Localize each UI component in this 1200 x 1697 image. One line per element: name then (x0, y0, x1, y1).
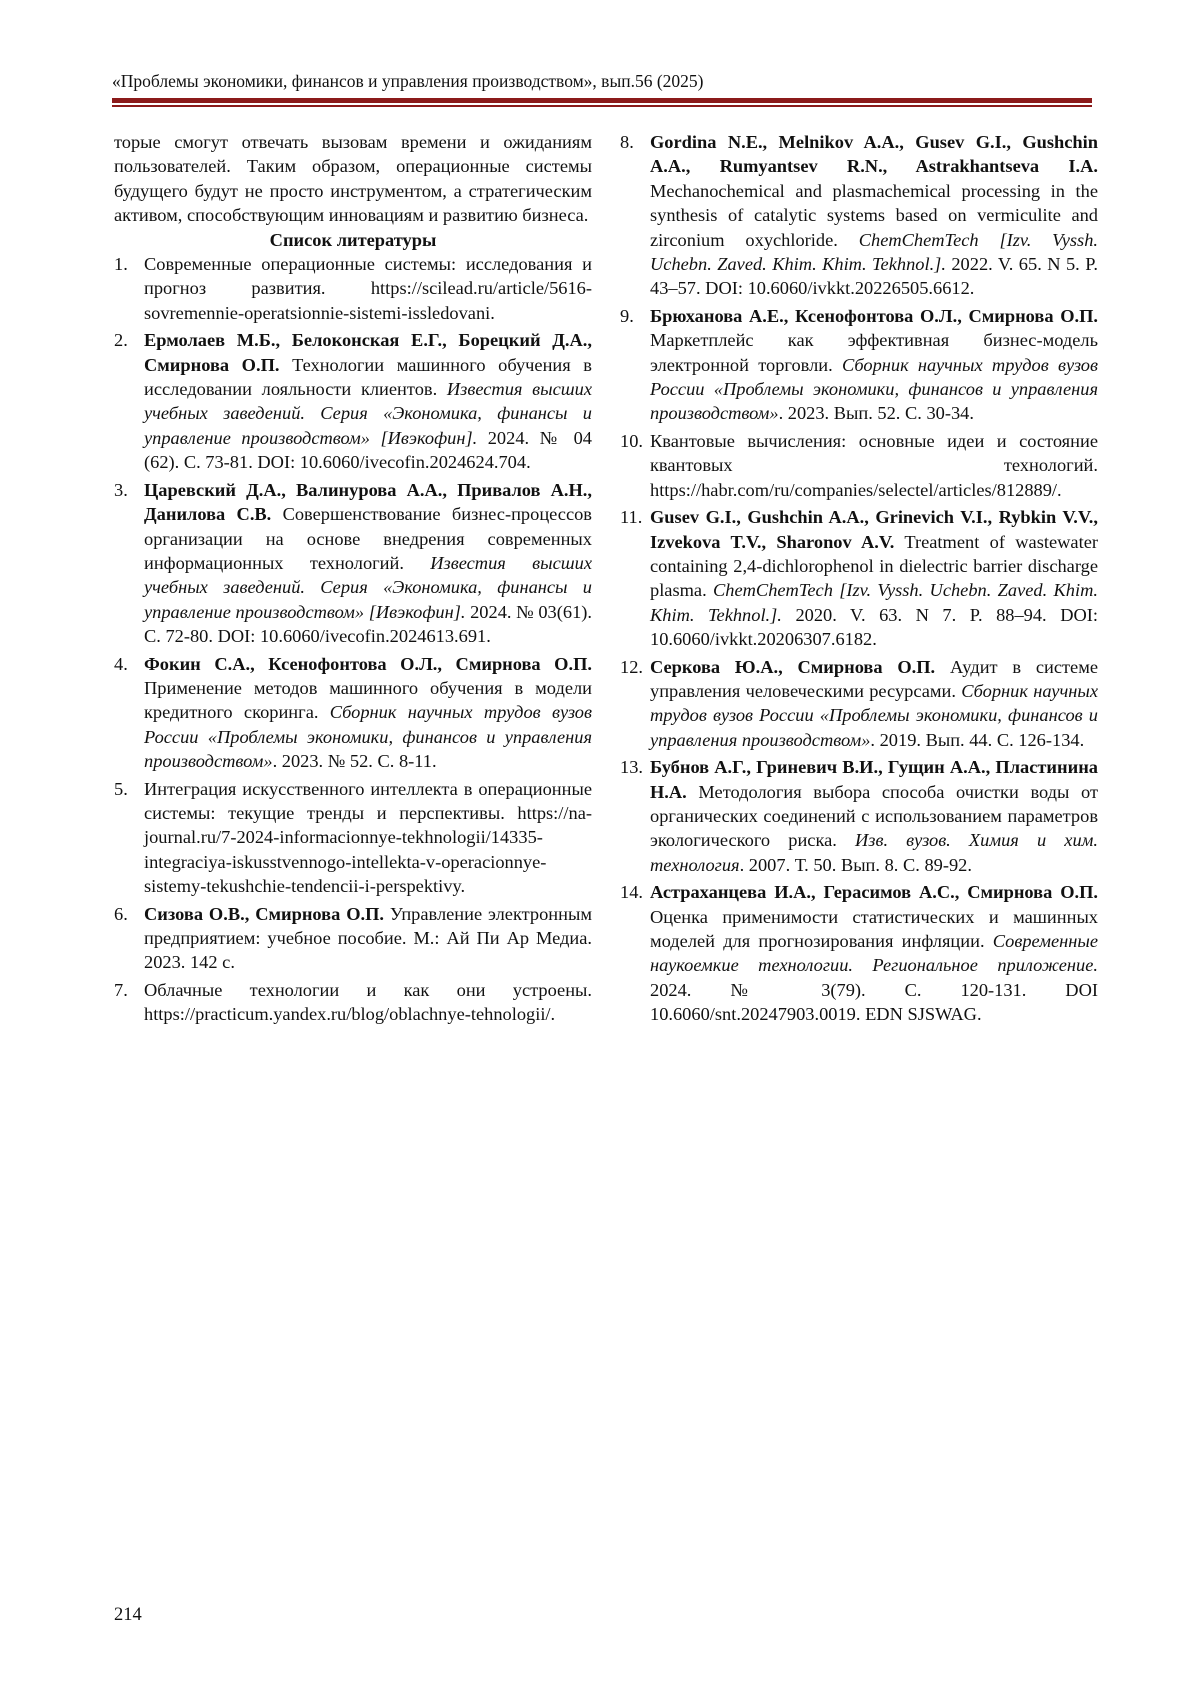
reference-number: 13. (620, 757, 643, 778)
running-header: «Проблемы экономики, финансов и управления производством», вып.56 (2025) (112, 71, 704, 91)
intro-paragraph: торые смогут отвечать вызовам времени и ожиданиям пользователей. Таким образом, операционные системы будущего будут не просто инструментом, а стратегическим активом, способствующим инновациям и развитию бизнеса. (114, 132, 592, 226)
reference-details: 2024. № 03(61). С. 72-80. DOI: 10.6060/ivecofin.2024613.691. (144, 601, 592, 647)
reference-body (650, 130, 1098, 301)
reference-details: . 2019. Вып. 44. С. 126-134. (870, 729, 1085, 750)
reference-source: Сборник научных трудов вузов России «Проблемы экономики, финансов и управления производством» (144, 702, 592, 772)
reference-details: 2024. № 04 (62). С. 73-81. DOI: 10.6060/ivecofin.2024624.704. (144, 427, 593, 473)
reference-body (144, 652, 592, 774)
reference-number: 4. (114, 653, 128, 674)
reference-body (650, 505, 1098, 651)
reference-text: Облачные технологии и как они устроены. https://practicum.yandex.ru/blog/oblachnye-tehnologii/. (144, 979, 592, 1025)
reference-text: Совершенствование бизнес-процессов организации на основе внедрения современных информационных технологий. (144, 504, 592, 573)
reference-source: Сборник научных трудов вузов России «Проблемы экономики, финансов и управления производством» (650, 354, 1098, 424)
reference-authors: Фокин С.А., Ксенофонтова О.Л., Смирнова О.П. (144, 653, 592, 674)
header-rule-thick (112, 98, 1092, 103)
reference-item (620, 304, 1098, 426)
reference-number: 8. (620, 132, 634, 152)
reference-item (114, 478, 592, 649)
reference-text: Современные операционные системы: исследования и прогноз развития. https://scilead.ru/article/5616-sovremennie-operatsionnie-sistemi-issledovani. (144, 254, 592, 323)
reference-authors: Бубнов А.Г., Гриневич В.И., Гущин А.А., Пластинина Н.А. (650, 757, 1098, 802)
reference-number: 10. (620, 430, 643, 451)
reference-text: Технологии машинного обучения в исследовании лояльности клиентов. (144, 354, 592, 400)
reference-text: Применение методов машинного обучения в модели кредитного скоринга. (144, 677, 592, 723)
reference-details: . 2007. Т. 50. Вып. 8. С. 89-92. (739, 854, 972, 875)
reference-source: ChemChemTech [Izv. Vyssh. Uchebn. Zaved. Khim. Khim. Tekhnol.]. (650, 229, 1098, 275)
reference-number: 14. (620, 882, 643, 903)
reference-authors: Брюханова А.Е., Ксенофонтова О.Л., Смирнова О.П. (650, 305, 1098, 326)
reference-text: Квантовые вычисления: основные идеи и состояние квантовых технологий. https://habr.com/ru/companies/selectel/articles/812889/. (650, 430, 1098, 500)
reference-number: 1. (114, 254, 128, 275)
reference-authors: Ермолаев М.Б., Белоконская Е.Г., Борецкий Д.А., Смирнова О.П. (144, 330, 592, 375)
reference-details: 2022. V. 65. N 5. P. 43–57. DOI: 10.6060/ivkkt.20226505.6612. (650, 254, 1098, 299)
reference-number: 9. (620, 305, 634, 326)
reference-body (650, 429, 1098, 502)
reference-source: ChemChemTech [Izv. Vyssh. Uchebn. Zaved. Khim. Khim. Tekhnol.]. (650, 580, 1098, 625)
reference-source: Изв. вузов. Химия и хим. технология (650, 830, 1098, 875)
reference-number: 6. (114, 903, 128, 924)
reference-body (144, 478, 592, 649)
reference-number: 12. (620, 656, 643, 677)
reference-details: . 2023. № 52. С. 8-11. (272, 751, 437, 772)
reference-text: Mechanochemical and plasmachemical processing in the synthesis of catalytic systems based on vermiculite and zirconium oxychloride. (650, 180, 1098, 250)
reference-text: Методология выбора способа очистки воды от органических соединений с использованием параметров экологического риска. (650, 781, 1098, 851)
reference-item (620, 655, 1098, 753)
reference-item (114, 652, 592, 774)
reference-details: 2020. V. 63. N 7. P. 88–94. DOI: 10.6060/ivkkt.20206307.6182. (650, 604, 1098, 650)
right-column (620, 130, 1098, 1030)
reference-body (144, 252, 592, 325)
reference-body (650, 655, 1098, 753)
reference-details: 2024. № 3(79). С. 120-131. DOI 10.6060/snt.20247903.0019. EDN SJSWAG. (650, 979, 1098, 1025)
reference-item (114, 252, 592, 325)
reference-item (620, 880, 1098, 1026)
reference-item (114, 902, 592, 975)
reference-number: 5. (114, 778, 128, 799)
reference-text: Управление электронным предприятием: учебное пособие. М.: Ай Пи Ар Медиа. 2023. 142 с. (144, 903, 592, 973)
reference-details: . 2023. Вып. 52. С. 30-34. (778, 403, 974, 424)
reference-text: Маркетплейс как эффективная бизнес-модель электронной торговли. (650, 330, 1098, 375)
header-rule-thin (112, 105, 1092, 107)
reference-body (144, 328, 592, 474)
reference-body (650, 304, 1098, 426)
reference-body (144, 777, 592, 899)
reference-number: 2. (114, 330, 128, 351)
reference-source: Известия высших учебных заведений. Серия «Экономика, финансы и управление производством» [Ивэкофин]. (144, 379, 592, 448)
reference-item (620, 130, 1098, 301)
reference-authors: Астраханцева И.А., Герасимов А.С., Смирнова О.П. (650, 882, 1098, 903)
reference-authors: Царевский Д.А., Валинурова А.А., Привалов А.Н., Данилова С.В. (144, 479, 592, 525)
reference-authors: Gordina N.E., Melnikov A.A., Gusev G.I., Gushchin A.A., Rumyantsev R.N., Astrakhantseva I.A. (650, 132, 1098, 177)
reference-item (620, 755, 1098, 877)
reference-body (650, 755, 1098, 877)
reference-authors: Серкова Ю.А., Смирнова О.П. (650, 656, 936, 677)
reference-text: Аудит в системе управления человеческими ресурсами. (650, 656, 1098, 701)
reference-item (620, 429, 1098, 502)
references-title: Список литературы (269, 229, 437, 250)
reference-text: Оценка применимости статистических и машинных моделей для прогнозирования инфляции. (650, 906, 1098, 951)
reference-item (114, 777, 592, 899)
reference-source: Известия высших учебных заведений. Серия «Экономика, финансы и управление производством» [Ивэкофин]. (144, 552, 592, 622)
reference-body (650, 880, 1098, 1026)
reference-number: 3. (114, 479, 128, 500)
reference-body (144, 902, 592, 975)
reference-number: 7. (114, 979, 128, 1000)
reference-item (114, 328, 592, 474)
reference-authors: Gusev G.I., Gushchin A.A., Grinevich V.I., Rybkin V.V., Izvekova T.V., Sharonov A.V. (650, 507, 1098, 552)
references-list-right (620, 130, 1098, 1027)
page-number: 214 (114, 1605, 142, 1625)
references-list-left (114, 252, 592, 1027)
reference-number: 11. (620, 507, 643, 528)
reference-source: Современные наукоемкие технологии. Региональное приложение. (650, 931, 1098, 976)
reference-source: Сборник научных трудов вузов России «Проблемы экономики, финансов и управления производством» (650, 680, 1098, 750)
reference-authors: Сизова О.В., Смирнова О.П. (144, 903, 385, 924)
reference-text: Treatment of wastewater containing 2,4-dichlorophenol in dielectric barrier discharge plasma. (650, 531, 1098, 601)
reference-body (144, 978, 592, 1027)
reference-item (620, 505, 1098, 651)
reference-item (114, 978, 592, 1027)
reference-text: Интеграция искусственного интеллекта в операционные системы: текущие тренды и перспективы. https://na-journal.ru/7-2024-informacionnye-tekhnologii/14335-integraciya-iskusstvennogo-intellekta-v-operacionnye-sistemy-tekushchie-tendencii-i-perspektivy. (144, 778, 592, 897)
left-column (114, 130, 592, 1030)
